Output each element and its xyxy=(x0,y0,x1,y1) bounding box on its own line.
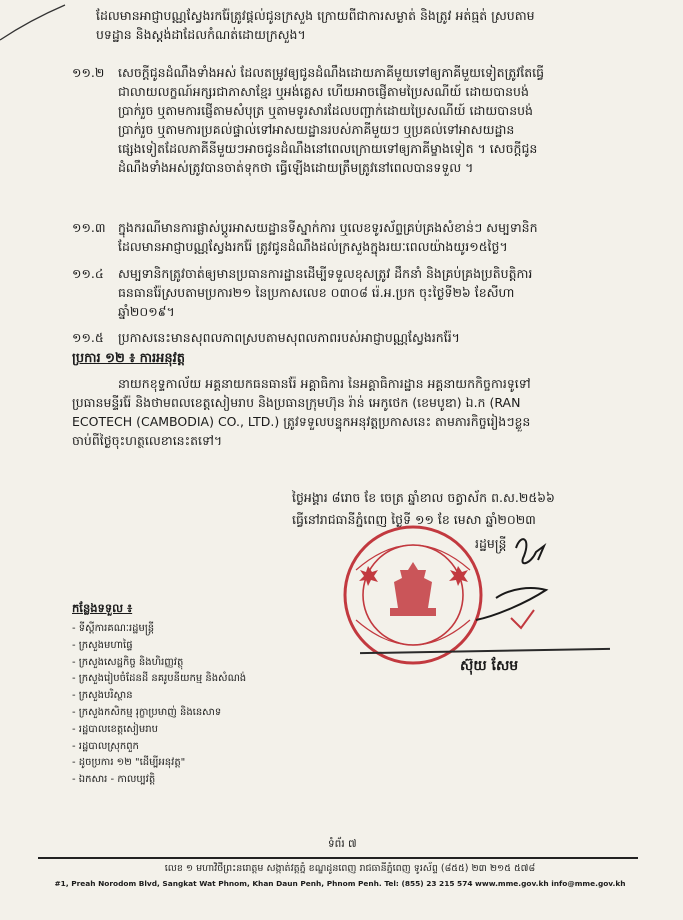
signer-name: ស៊ុយ សែម xyxy=(460,658,519,674)
recipient-item: - ក្រសួងកសិកម្ម រុក្ខាប្រមាញ់ និងនេសាទ xyxy=(72,706,222,718)
clause-11-5-text: ប្រកាសនេះមានសុពលភាពស្របតាមសុពលភាពរបស់អាជ្ញាបណ្ណស្វែងរករ៉ែ។ xyxy=(118,330,460,345)
recipient-item: - ឯកសារ - កាលប្បវត្តិ xyxy=(72,774,156,786)
clause-11-3-text: ក្នុងករណីមានការផ្លាស់ប្តូរអាសយដ្ឋានទីស្នាក់ការ ឬលេខទូរស័ព្ទគ្រប់គ្រងសំខាន់ៗ សម្បទានិក ដែលមានអាជ្ញាបណ្ណស្វែងរករ៉ែ ត្រូវជូនដំណឹងដល់ក្រសួងក្នុងរយៈពេលយ៉ាងយូរ១៥ថ្ងៃ។ xyxy=(118,220,538,254)
page-number: ទំព័រ ៧ xyxy=(328,838,357,850)
clause-11-4-text: សម្បទានិកត្រូវចាត់ឲ្យមានប្រធានការដ្ឋានដើម្បីទទួលខុសត្រូវ ដឹកនាំ និងគ្រប់គ្រងប្រតិបត្តិការ ធនធានរ៉ែស្របតាមប្រការ២១ នៃប្រកាសលេខ ០៣០៨ រ៉េ.អ.ប្រក ចុះថ្ងៃទី២៦ ខែសីហា ឆ្នាំ២០១៩។ xyxy=(118,266,533,319)
footer-divider xyxy=(38,857,638,859)
lunar-date: ថ្ងៃអង្គារ ៨រោច ខែ ចេត្រ ឆ្នាំខាល ចត្វាស័ក ព.ស.២៥៦៦ xyxy=(292,490,555,505)
signing-date: ធ្វើនៅរាជធានីភ្នំពេញ ថ្ងៃទី ១១ ខែ មេសា ឆ្នាំ២០២៣ xyxy=(292,512,536,527)
article-12-text: នាយកខុទ្ទកាល័យ អគ្គនាយកធនធានរ៉ែ អគ្គាធិការ នៃអគ្គាធិការដ្ឋាន អគ្គនាយកកិច្ចការទូទៅ ប្រធានមន្ទីររ៉ែ និងថាមពលខេត្តសៀមរាប និងប្រធានក្រុមហ៊ុន រ៉ាន់ អេកូថេក (ខេមបូឌា) ឯ.ក (RAN ECOTECH (CAMBODIA) CO., LTD.) ត្រូវទទួលបន្ទុកអនុវត្តប្រកាសនេះ តាមភារកិច្ចរៀងៗខ្លួន ចាប់ពីថ្ងៃចុះហត្ថលេខានេះតទៅ។ xyxy=(72,376,531,448)
clause-11-2-text: សេចក្តីជូនដំណឹងទាំងអស់ ដែលតម្រូវឲ្យជូនដំណឹងដោយភាគីមួយទៅឲ្យភាគីមួយទៀតត្រូវតែធ្វើ ជាលាយលក្ខណ៍អក្សរជាភាសាខ្មែរ ឬអង់គ្លេស ហើយអាចផ្ញើតាមប្រៃសណីយ៍ ដោយបានបង់ ប្រាក់រួច ឬតាមការផ្ញើតាមសំបុត្រ ឬតាមទូរសារដែលបញ្ជាក់ដោយប្រៃសណីយ៍ ដោយបានបង់ ប្រាក់រួច ឬតាមការប្រគល់ផ្ទាល់ទៅអាសយដ្ឋានរបស់ភាគីមួយៗ ឬប្រគល់ទៅអាសយដ្ឋាន ផ្សេងទៀតដែលភាគីនីមួយៗអាចជូនដំណឹងនៅពេលក្រោយទៅឲ្យភាគីម្ខាងទៀត ។ សេចក្តីជូន ដំណឹងទាំងអស់ត្រូវបានចាត់ទុកថា ធ្វើឡើងដោយត្រឹមត្រូវនៅពេលបានទទួល ។ xyxy=(118,65,545,175)
recipient-item: - ក្រសួងសេដ្ឋកិច្ច និងហិរញ្ញវត្ថុ xyxy=(72,656,184,668)
recipient-item: - ក្រសួងបរិស្ថាន xyxy=(72,690,133,702)
article-12-heading: ប្រការ ១២ ៖ ការអនុវត្ត xyxy=(72,351,185,366)
footer-address-khmer: លេខ ១ មហាវិថីព្រះនរោត្តម សង្កាត់វត្តភ្នំ ខណ្ឌដូនពេញ រាជធានីភ្នំពេញ ទូរស័ព្ទ (៨៥៥) ២៣ ២១៥ ៥៧៨ xyxy=(164,863,536,874)
recipient-item: - រដ្ឋបាលខេត្តសៀមរាប xyxy=(72,723,158,735)
minister-title: រដ្ឋមន្ត្រី xyxy=(475,536,507,551)
recipient-item: - ក្រសួងមហាផ្ទៃ xyxy=(72,639,133,651)
recipient-item: - ដូចប្រការ ១២ "ដើម្បីអនុវត្ត" xyxy=(72,757,186,769)
recipients-list xyxy=(72,621,292,789)
footer-address-english: #1, Preah Norodom Blvd, Sangkat Wat Phnom, Khan Daun Penh, Phnom Penh. Tel: (855) 23 215 574 www.mme.gov.kh info@mme.gov.kh xyxy=(54,879,626,888)
clause-11-2-number: ១១.២ xyxy=(72,65,105,80)
recipient-item: - ទីស្តីការគណៈរដ្ឋមន្ត្រី xyxy=(72,623,155,634)
intro-paragraph: ដែលមានអាជ្ញាបណ្ណស្វែងរករ៉ែត្រូវផ្ដល់ជូនក្រសួង ក្រោយពីជាការសម្ងាត់ និងត្រូវ អត់ធ្មត់ ស្របតាម បទដ្ឋាន និងស្តង់ដាដែលកំណត់ដោយក្រសួង។ xyxy=(96,8,535,42)
corner-stroke xyxy=(0,0,70,50)
recipients-title: កន្លែងទទួល ៖ xyxy=(72,601,133,615)
handwritten-signature xyxy=(436,528,636,638)
clause-11-4-number: ១១.៤ xyxy=(72,266,104,281)
recipient-item: - ក្រសួងរៀបចំដែនដី នគរូបនីយកម្ម និងសំណង់ xyxy=(72,673,247,685)
recipient-item: - រដ្ឋបាលស្រុកពួក xyxy=(72,740,139,752)
clause-11-3-number: ១១.៣ xyxy=(72,220,106,235)
clause-11-5-number: ១១.៥ xyxy=(72,330,104,345)
